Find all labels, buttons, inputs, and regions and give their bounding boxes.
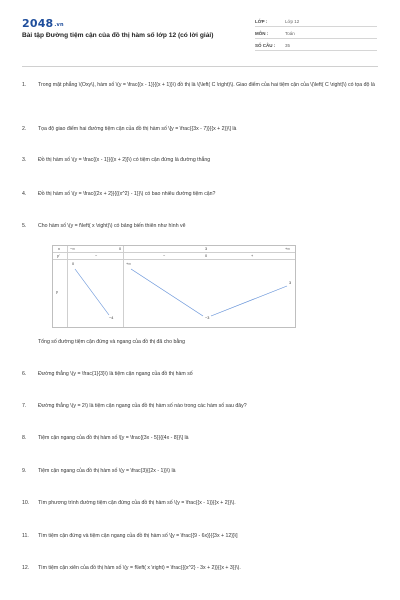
table-label-x: x bbox=[58, 247, 60, 251]
question-text: Tìm tiệm cận đứng và tiệm cận ngang của đồ thị hàm số \[y = \frac{{9 - 6x}}{{3x + 12}}\] bbox=[38, 533, 238, 539]
question-text: Đường thẳng \(y = \frac{1}{3}\) là tiệm cận ngang của đồ thị hàm số bbox=[38, 371, 193, 377]
header-divider bbox=[22, 66, 378, 67]
table-caption: Tổng số đường tiệm cận đứng và ngang của đồ thị đã cho bằng bbox=[38, 339, 186, 345]
derivative-sign: 0 bbox=[205, 254, 208, 258]
meta-row-subject bbox=[255, 27, 377, 39]
meta-key: MÔN : bbox=[255, 31, 269, 36]
question-text: Đường thẳng \(y = 2\) là tiệm cận ngang của đồ thị hàm số nào trong các hàm số sau đây? bbox=[38, 403, 247, 409]
y-value: 3 bbox=[289, 281, 292, 285]
x-value: 3 bbox=[205, 247, 208, 251]
meta-value: Toán bbox=[285, 31, 295, 36]
question-text: Tiệm cận ngang của đồ thị hàm số \(y = \frac{3}{{2x - 1}}\) là bbox=[38, 468, 176, 474]
variation-table bbox=[52, 245, 296, 328]
document-header bbox=[0, 0, 400, 62]
meta-value: 35 bbox=[285, 43, 291, 48]
y-value: −4 bbox=[109, 316, 114, 320]
meta-row-count bbox=[255, 39, 377, 51]
question-number: 3. bbox=[22, 157, 27, 163]
question-number: 9. bbox=[22, 468, 27, 474]
question-text: Tiệm cận ngang của đồ thị hàm số \[y = \frac{{3x - 5}}{{4x - 8}}\] là bbox=[38, 435, 189, 441]
question-text: Đồ thị hàm số \(y = \frac{{x - 1}}{{x + 2}}\) có tiệm cận đứng là đường thẳng bbox=[38, 157, 211, 163]
arrow-decreasing bbox=[75, 269, 109, 315]
arrow-increasing bbox=[211, 286, 287, 316]
site-logo[interactable] bbox=[22, 17, 64, 30]
question-number: 4. bbox=[22, 191, 27, 197]
question-number: 12. bbox=[22, 565, 30, 571]
table-label-y: y bbox=[56, 290, 58, 294]
question-text: Đồ thị hàm số \(y = \frac{{2x + 2}}{{{x^2} - 1}}\) có bao nhiêu đường tiệm cận? bbox=[38, 191, 216, 197]
question-number: 8. bbox=[22, 435, 27, 441]
question-number: 6. bbox=[22, 371, 27, 377]
question-number: 7. bbox=[22, 403, 27, 409]
variation-arrows bbox=[53, 246, 295, 327]
document-meta bbox=[255, 15, 377, 51]
arrow-decreasing bbox=[131, 269, 203, 316]
derivative-sign: + bbox=[251, 254, 254, 258]
question-text: Trong mặt phẳng \(Oxy\), hàm số \(y = \frac{{x - 1}}{{x + 1}}\) đồ thị là \(\left( C \right)\). Giao điểm của hai tiệm cận của \(\left( C \right)\) có tọa độ là bbox=[38, 82, 375, 88]
x-value: +∞ bbox=[285, 247, 290, 251]
table-label-derivative: y' bbox=[57, 254, 60, 258]
logo-main: 2048 bbox=[22, 17, 54, 30]
y-value: +∞ bbox=[126, 262, 131, 266]
question-text: Tìm tiệm cận xiên của đồ thị hàm số \(y = f\left( x \right) = \frac{{{x^2} - 3x + 2}}{{x + 3}}\). bbox=[38, 565, 241, 571]
meta-key: LỚP : bbox=[255, 19, 268, 24]
meta-key: SỐ CÂU : bbox=[255, 43, 276, 48]
y-value: −3 bbox=[205, 316, 210, 320]
question-text: Tọa độ giao điểm hai đường tiệm cận của đồ thị hàm số \[y = \frac{{3x - 7}}{{x + 2}}\] là bbox=[38, 126, 237, 132]
y-value: 0 bbox=[72, 262, 75, 266]
derivative-sign: − bbox=[163, 254, 166, 258]
meta-row-class bbox=[255, 15, 377, 27]
question-number: 5. bbox=[22, 223, 27, 229]
logo-tld: .vn bbox=[54, 22, 64, 28]
x-value: −∞ bbox=[70, 247, 75, 251]
question-number: 2. bbox=[22, 126, 27, 132]
question-number: 11. bbox=[22, 533, 29, 539]
question-text: Cho hàm số \(y = f\left( x \right)\) có bảng biến thiên như hình vẽ bbox=[38, 223, 186, 229]
derivative-sign: − bbox=[95, 254, 98, 258]
question-number: 10. bbox=[22, 500, 30, 506]
question-text: Tìm phương trình đường tiệm cận đứng của đồ thị hàm số \(y = \frac{{x - 1}}{{x + 2}}\). bbox=[38, 500, 236, 506]
meta-value: Lớp 12 bbox=[285, 19, 300, 24]
page-title: Bài tập Đường tiệm cận của đồ thị hàm số lớp 12 (có lời giải) bbox=[22, 32, 214, 39]
x-value: 0 bbox=[119, 247, 122, 251]
question-number: 1. bbox=[22, 82, 27, 88]
